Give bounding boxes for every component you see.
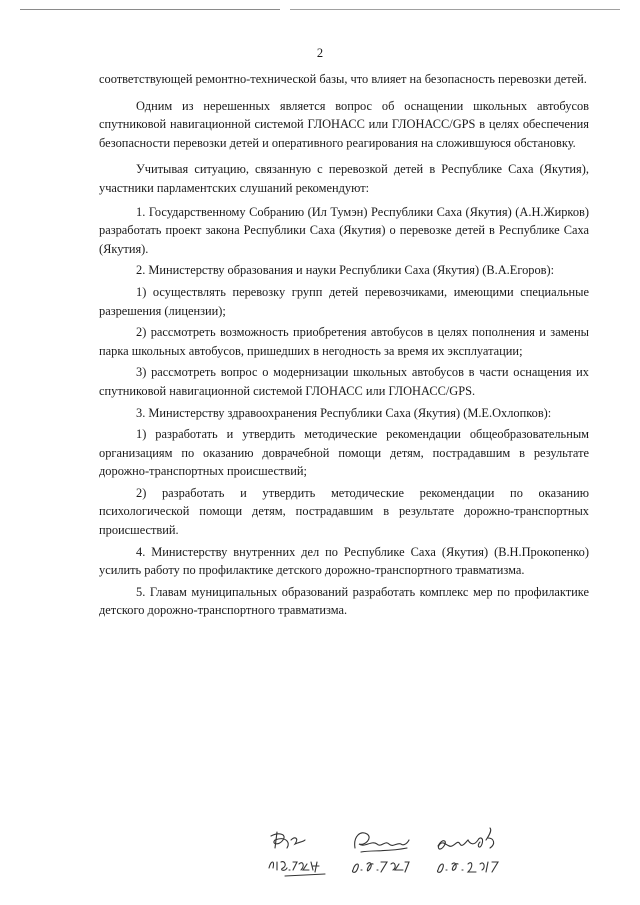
paragraph-recommendations-intro: Учитывая ситуацию, связанную с перевозкой детей в Республике Саха (Якутия), участники парламентских слушаний рекомендуют: xyxy=(99,162,589,195)
recommendation-2-item-1: 1) осуществлять перевозку групп детей перевозчиками, имеющими специальные разрешения (лицензии); xyxy=(99,284,589,318)
handwritten-signatures xyxy=(265,826,525,882)
recommendation-3-item-2: 2) разработать и утвердить методические рекомендации по оказанию психологической помощи детям, пострадавшим в результате дорожно-транспортных происшествий. xyxy=(99,485,589,538)
signature-3 xyxy=(430,826,520,882)
recommendation-4: 4. Министерству внутренних дел по Республике Саха (Якутия) (В.Н.Прокопенко) усилить работу по профилактике детского дорожно-транспортного травматизма. xyxy=(99,544,589,578)
paragraph-continuation: соответствующей ремонтно-технической базы, что влияет на безопасность перевозки детей. xyxy=(99,72,587,86)
recommendation-2-item-3: 3) рассмотреть вопрос о модернизации школьных автобусов в части оснащения их спутниковой навигационной системой ГЛОНАСС или ГЛОНАСС/GPS. xyxy=(99,365,589,398)
recommendation-5: 5. Главам муниципальных образований разработать комплекс мер по профилактике детского дорожно-транспортного травматизма. xyxy=(99,584,589,618)
document-body xyxy=(99,70,589,620)
signature-2 xyxy=(347,826,427,882)
paragraph-glonass-issue: Одним из нерешенных является вопрос об оснащении школьных автобусов спутниковой навигационной системой ГЛОНАСС или ГЛОНАСС/GPS в целях обеспечения безопасности перевозки детей и оперативного реагирования на сложившуюся обстановку. xyxy=(99,98,589,150)
recommendation-2-item-2: 2) рассмотреть возможность приобретения автобусов в целях пополнения и замены парка школьных автобусов, пришедших в негодность за время их эксплуатации; xyxy=(99,325,589,358)
recommendation-2: 2. Министерству образования и науки Республики Саха (Якутия) (В.А.Егоров): xyxy=(136,263,555,278)
recommendation-3: 3. Министерству здравоохранения Республики Саха (Якутия) (М.Е.Охлопков): xyxy=(136,405,552,420)
page-number: 2 xyxy=(316,46,324,60)
scan-top-edge xyxy=(0,0,640,18)
signature-1 xyxy=(265,826,345,882)
recommendation-3-item-1: 1) разработать и утвердить методические рекомендации общеобразовательным организациям по оказанию доврачебной помощи детям, пострадавшим в результате дорожно-транспортных происшествий; xyxy=(99,427,589,479)
recommendation-1: 1. Государственному Собранию (Ил Тумэн) Республики Саха (Якутия) (А.Н.Жирков) разработать проект закона Республики Саха (Якутия) о перевозке детей в Республике Саха (Якутия). xyxy=(99,204,589,256)
